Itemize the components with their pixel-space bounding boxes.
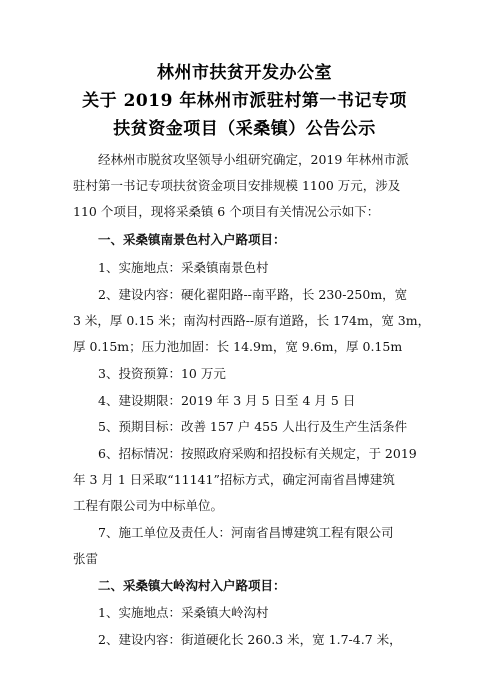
section-1-item-1: 1、实施地点：采桑镇南景色村 (98, 260, 269, 275)
section-1-item-7-line-2: 张雷 (73, 551, 99, 566)
section-1-item-2-line-2: 3 米，厚 0.15 米；南沟村西路--原有道路，长 174m，宽 3m， (73, 313, 431, 328)
section-1-item-2-line-3: 厚 0.15m；压力池加固：长 14.9m，宽 9.6m，厚 0.15m (73, 339, 403, 354)
section-1-item-6-line-1: 6、招标情况：按照政府采购和招投标有关规定，于 2019 (98, 446, 417, 461)
section-1-heading: 一、采桑镇南景色村入户路项目： (98, 232, 286, 247)
doc-title-line-1: 林州市扶贫开发办公室 (157, 63, 332, 83)
intro-line-1: 经林州市脱贫攻坚领导小组研究确定，2019 年林州市派 (98, 152, 409, 167)
doc-title-line-2: 关于 2019 年林州市派驻村第一书记专项 (82, 91, 407, 111)
section-2-item-2-line-1: 2、建设内容：街道硬化长 260.3 米，宽 1.7-4.7 米， (98, 632, 402, 647)
section-1-item-2-line-1: 2、建设内容：硬化翟阳路--南平路，长 230-250m，宽 (98, 287, 408, 302)
section-1-item-6-line-3: 工程有限公司为中标单位。 (73, 498, 224, 513)
section-1-item-5: 5、预期目标：改善 157 户 455 人出行及生产生活条件 (98, 419, 408, 434)
section-2-item-1: 1、实施地点：采桑镇大岭沟村 (98, 605, 269, 620)
section-1-item-4: 4、建设期限：2019 年 3 月 5 日至 4 月 5 日 (98, 393, 356, 408)
section-2-heading: 二、采桑镇大岭沟村入户路项目： (98, 578, 286, 593)
section-1-item-7-line-1: 7、施工单位及责任人：河南省昌博建筑工程有限公司 (98, 525, 394, 540)
section-1-item-3: 3、投资预算：10 万元 (98, 366, 226, 381)
intro-line-2: 驻村第一书记专项扶贫资金项目安排规模 1100 万元，涉及 (73, 178, 401, 193)
section-1-item-6-line-2: 年 3 月 1 日采取“11141”招标方式，确定河南省昌博建筑 (73, 472, 395, 487)
doc-title-line-3: 扶贫资金项目（采桑镇）公告公示 (113, 119, 376, 139)
intro-line-3: 110 个项目，现将采桑镇 6 个项目有关情况公示如下： (73, 204, 380, 219)
